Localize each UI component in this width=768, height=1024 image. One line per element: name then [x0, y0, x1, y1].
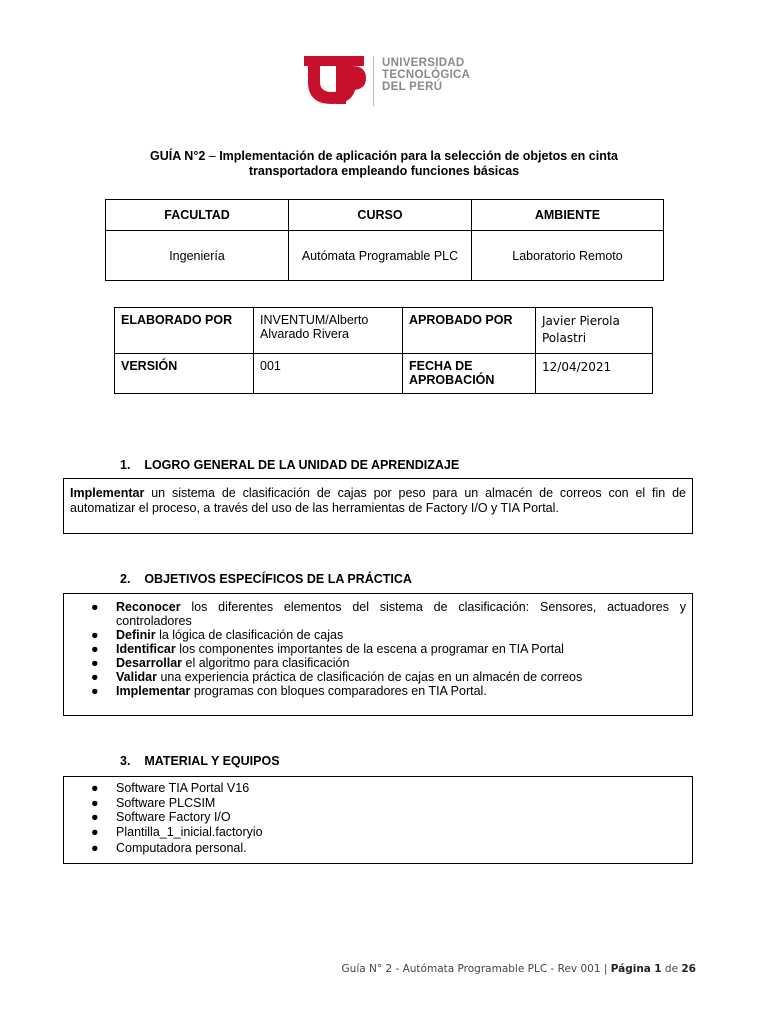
section2-heading: 2. OBJETIVOS ESPECÍFICOS DE LA PRÁCTICA [120, 572, 412, 586]
bullet-icon: ● [91, 670, 99, 684]
document-title [100, 149, 668, 179]
bullet-icon: ● [91, 781, 99, 795]
item-text: programas con bloques comparadores en TIA Portal. [190, 684, 487, 698]
item-text: Software Factory I/O [116, 810, 231, 825]
value-facultad: Ingeniería [106, 231, 289, 281]
title-dash: – [205, 149, 220, 163]
bullet-icon: ● [91, 628, 99, 642]
footer-text: Guía N° 2 - Autómata Programable PLC - Rev 001 | [341, 963, 608, 975]
aprobado-value-line1: Javier Pierola [542, 314, 620, 328]
aprobado-label: APROBADO POR [403, 308, 536, 354]
section3-heading: 3. MATERIAL Y EQUIPOS [120, 754, 280, 768]
fecha-label [403, 354, 536, 394]
list-item [70, 600, 686, 628]
header-facultad: FACULTAD [106, 200, 289, 231]
list-item [70, 656, 686, 670]
university-line-1: UNIVERSIDAD [382, 57, 465, 69]
info-table [105, 199, 664, 281]
item-text: los componentes importantes de la escena a programar en TIA Portal [175, 642, 564, 656]
section1-text: un sistema de clasificación de cajas por peso para un almacén de correos con el fin de automatizar el proceso, a través del uso de las herramientas de Factory I/O y TIA Portal. [70, 486, 686, 515]
list-item [70, 810, 686, 825]
university-name [382, 57, 470, 93]
item-text: Plantilla_1_inicial.factoryio [116, 824, 263, 839]
title-line1: Implementación de aplicación para la selección de objetos en cinta [219, 149, 618, 163]
aprobado-value-line2: Polastri [542, 331, 587, 345]
item-bold: Reconocer [116, 600, 181, 614]
item-text: Software TIA Portal V16 [116, 781, 250, 795]
item-bold: Definir [116, 628, 156, 642]
item-text: los diferentes elementos del sistema de clasificación: Sensores, actuadores y controladores [116, 600, 686, 628]
fecha-value: 12/04/2021 [536, 354, 653, 394]
item-text: una experiencia práctica de clasificación de cajas en un almacén de correos [157, 670, 583, 684]
list-item [70, 796, 686, 811]
bullet-icon: ● [91, 824, 99, 839]
item-text: la lógica de clasificación de cajas [155, 628, 344, 642]
page-footer [342, 963, 696, 975]
bullet-icon: ● [91, 795, 99, 810]
elaborado-value-line1: INVENTUM/Alberto [260, 313, 369, 327]
section1-box [63, 478, 693, 534]
list-item [70, 628, 686, 642]
aprobado-value [536, 308, 653, 354]
footer-pagina: Página [610, 963, 651, 975]
fecha-label-line2: APROBACIÓN [409, 373, 495, 387]
bullet-icon: ● [91, 810, 99, 825]
item-text: Software PLCSIM [116, 795, 216, 810]
bullet-icon: ● [91, 684, 99, 698]
item-bold: Identificar [116, 642, 176, 656]
item-bold: Implementar [116, 684, 191, 698]
approval-table [114, 307, 653, 394]
title-prefix: GUÍA N°2 [150, 149, 206, 163]
item-text: el algoritmo para clasificación [182, 656, 350, 670]
item-text: Computadora personal. [116, 841, 247, 856]
section3-box [63, 776, 693, 864]
section1-bold: Implementar [70, 486, 145, 500]
value-curso: Autómata Programable PLC [289, 231, 472, 281]
footer-page-number: 1 [654, 963, 662, 975]
header-ambiente: AMBIENTE [472, 200, 664, 231]
elaborado-value-line2: Alvarado Rivera [260, 327, 349, 341]
version-value: 001 [254, 354, 403, 394]
bullet-icon: ● [91, 642, 99, 656]
list-item [70, 781, 686, 796]
objectives-list [70, 600, 686, 698]
footer-total-pages: 26 [681, 963, 696, 975]
list-item [70, 684, 686, 698]
item-bold: Validar [116, 670, 157, 684]
bullet-icon: ● [91, 600, 99, 614]
logo-divider [373, 56, 374, 106]
university-line-3: DEL PERÚ [382, 81, 443, 93]
list-item [70, 642, 686, 656]
value-ambiente: Laboratorio Remoto [472, 231, 664, 281]
footer-de: de [664, 963, 679, 975]
university-line-2: TECNOLÓGICA [382, 69, 471, 81]
elaborado-value [254, 308, 403, 354]
elaborado-label: ELABORADO POR [115, 308, 254, 354]
list-item [70, 670, 686, 684]
item-bold: Desarrollar [116, 656, 183, 670]
materials-list [70, 781, 686, 856]
list-item [70, 841, 686, 856]
fecha-label-line1: FECHA DE [409, 359, 473, 373]
list-item [70, 825, 686, 840]
title-line2: transportadora empleando funciones básicas [248, 164, 520, 178]
bullet-icon: ● [91, 656, 99, 670]
section1-heading: 1. LOGRO GENERAL DE LA UNIDAD DE APRENDIZAJE [120, 458, 460, 472]
section2-box [63, 593, 693, 716]
header-curso: CURSO [289, 200, 472, 231]
version-label: VERSIÓN [115, 354, 254, 394]
bullet-icon: ● [91, 841, 99, 856]
